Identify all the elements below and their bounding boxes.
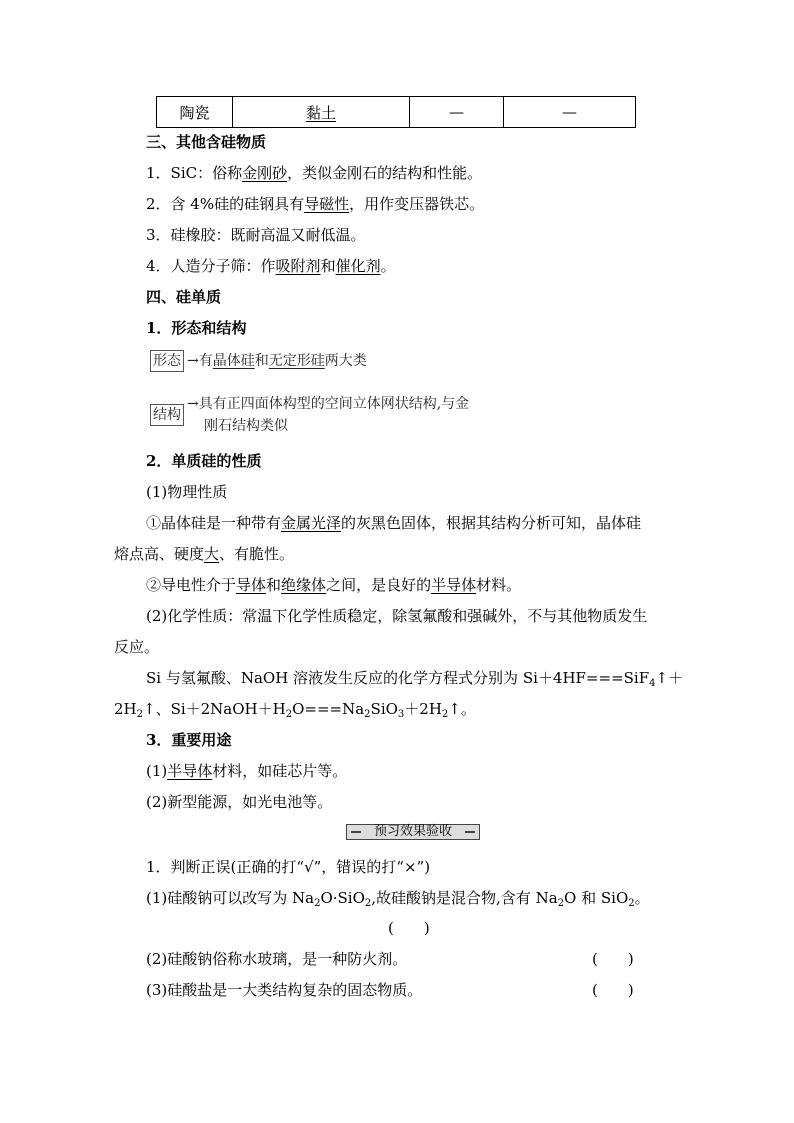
section-heading: 四、硅单质: [146, 288, 222, 306]
paragraph: (2)化学性质：常温下化学性质稳定，除氢氟酸和强碱外，不与其他物质发生: [146, 607, 648, 625]
review-banner: 预习效果验收: [346, 824, 480, 840]
equation-line: $2H_2↑$、$Si+2NaOH+H_2O===Na_2SiO_3+2H_2↑$。: [114, 700, 476, 720]
equation-line: Si 与氢氟酸、NaOH 溶液发生反应的化学方程式分别为 Si＋4HF===SiF$_4$↑＋: [146, 669, 684, 689]
table-cell: 黏土: [233, 97, 410, 127]
quiz-item: (2)硅酸钠俗称水玻璃，是一种防火剂。: [146, 950, 408, 968]
paragraph: 2．含 4%硅的硅钢具有导磁性，用作变压器铁芯。: [146, 195, 485, 213]
section-heading: 三、其他含硅物质: [146, 133, 267, 151]
paragraph: ①晶体硅是一种带有金属光泽的灰黑色固体，根据其结构分析可知，晶体硅: [146, 514, 642, 532]
subheading: 2．单质硅的性质: [146, 452, 262, 470]
quiz-item: (3)硅酸盐是一大类结构复杂的固态物质。: [146, 981, 423, 999]
diagram-box-structure: 结构: [150, 404, 184, 426]
answer-blank[interactable]: ( ): [388, 919, 430, 937]
subheading: 1．形态和结构: [146, 319, 247, 337]
materials-table-row: [156, 96, 636, 128]
table-cell: —: [410, 97, 504, 127]
diagram-text-form: →有晶体硅和无定形硅两大类: [187, 353, 367, 369]
quiz-item: (1)硅酸钠可以改写为 $Na_2O\cdot SiO_2$,故硅酸钠是混合物,含有 $Na_2O$ 和 SiO$_2$。: [146, 889, 650, 909]
paragraph: 熔点高、硬度大、有脆性。: [114, 545, 295, 563]
subheading: 3．重要用途: [146, 731, 232, 749]
paragraph: (2)新型能源，如光电池等。: [146, 793, 333, 811]
answer-blank[interactable]: ( ): [592, 981, 634, 999]
paragraph: 3．硅橡胶：既耐高温又耐低温。: [146, 226, 366, 244]
subheading: (1)物理性质: [146, 483, 228, 501]
paragraph: ②导电性介于导体和绝缘体之间，是良好的半导体材料。: [146, 576, 522, 594]
paragraph: 1．SiC：俗称金刚砂，类似金刚石的结构和性能。: [146, 164, 483, 182]
diagram-text-structure: →具有正四面体构型的空间立体网状结构,与金: [187, 396, 470, 412]
paragraph: (1)半导体材料，如硅芯片等。: [146, 762, 348, 780]
diagram-text-structure-cont: 刚石结构类似: [204, 418, 288, 434]
paragraph: 反应。: [114, 638, 160, 656]
diagram-box-form: 形态: [150, 350, 184, 372]
quiz-title: 1．判断正误(正确的打“√”，错误的打“×”): [146, 858, 431, 876]
table-cell: —: [562, 103, 577, 121]
table-cell: 陶瓷: [157, 97, 233, 127]
answer-blank[interactable]: ( ): [592, 950, 634, 968]
paragraph: 4．人造分子筛：作吸附剂和催化剂。: [146, 257, 396, 275]
